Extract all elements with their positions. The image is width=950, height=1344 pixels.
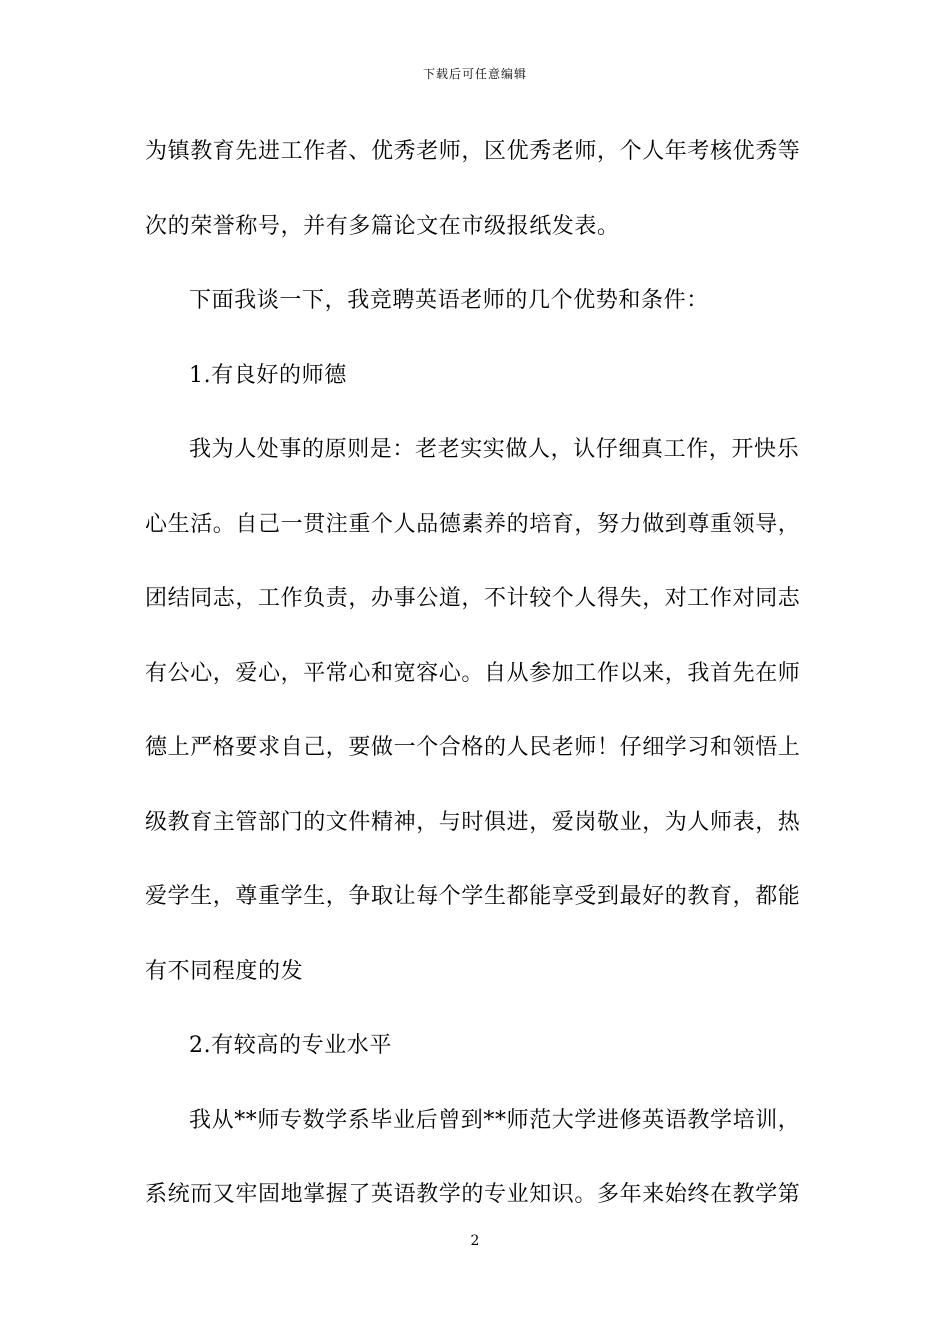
text-line: 团结同志，工作负责，办事公道，不计较个人得失，对工作对同志 bbox=[145, 586, 801, 611]
text-line: 下面我谈一下，我竞聘英语老师的几个优势和条件： bbox=[189, 288, 709, 313]
page-number: 2 bbox=[470, 1233, 480, 1249]
text-line: 次的荣誉称号，并有多篇论文在市级报纸发表。 bbox=[145, 213, 620, 239]
text-line: 德上严格要求自己，要做一个合格的人民老师！仔细学习和领悟上 bbox=[145, 735, 801, 760]
text-line: 爱学生，尊重学生，争取让每个学生都能享受到最好的教育，都能 bbox=[145, 884, 801, 909]
text-line: 心生活。自己一贯注重个人品德素养的培育，努力做到尊重领导， bbox=[145, 511, 801, 537]
text-line: 系统而又牢固地掌握了英语教学的专业知识。多年来始终在教学第 bbox=[145, 1182, 801, 1207]
text-line: 有公心，爱心，平常心和宽容心。自从参加工作以来，我首先在师 bbox=[145, 660, 801, 686]
section-heading: 2.有较高的专业水平 bbox=[189, 1033, 392, 1058]
section-heading: 1.有良好的师德 bbox=[189, 362, 347, 388]
text-line: 我为人处事的原则是：老老实实做人，认仔细真工作，开快乐 bbox=[189, 437, 800, 462]
text-line: 级教育主管部门的文件精神，与时俱进，爱岗敬业，为人师表，热 bbox=[145, 809, 801, 835]
text-line: 有不同程度的发 bbox=[145, 958, 304, 984]
text-line: 为镇教育先进工作者、优秀老师，区优秀老师，个人年考核优秀等 bbox=[145, 139, 801, 164]
text-line: 我从**师专数学系毕业后曾到**师范大学进修英语教学培训， bbox=[189, 1107, 801, 1133]
document-body bbox=[145, 128, 815, 1246]
page-header: 下载后可任意编辑 bbox=[422, 67, 527, 81]
